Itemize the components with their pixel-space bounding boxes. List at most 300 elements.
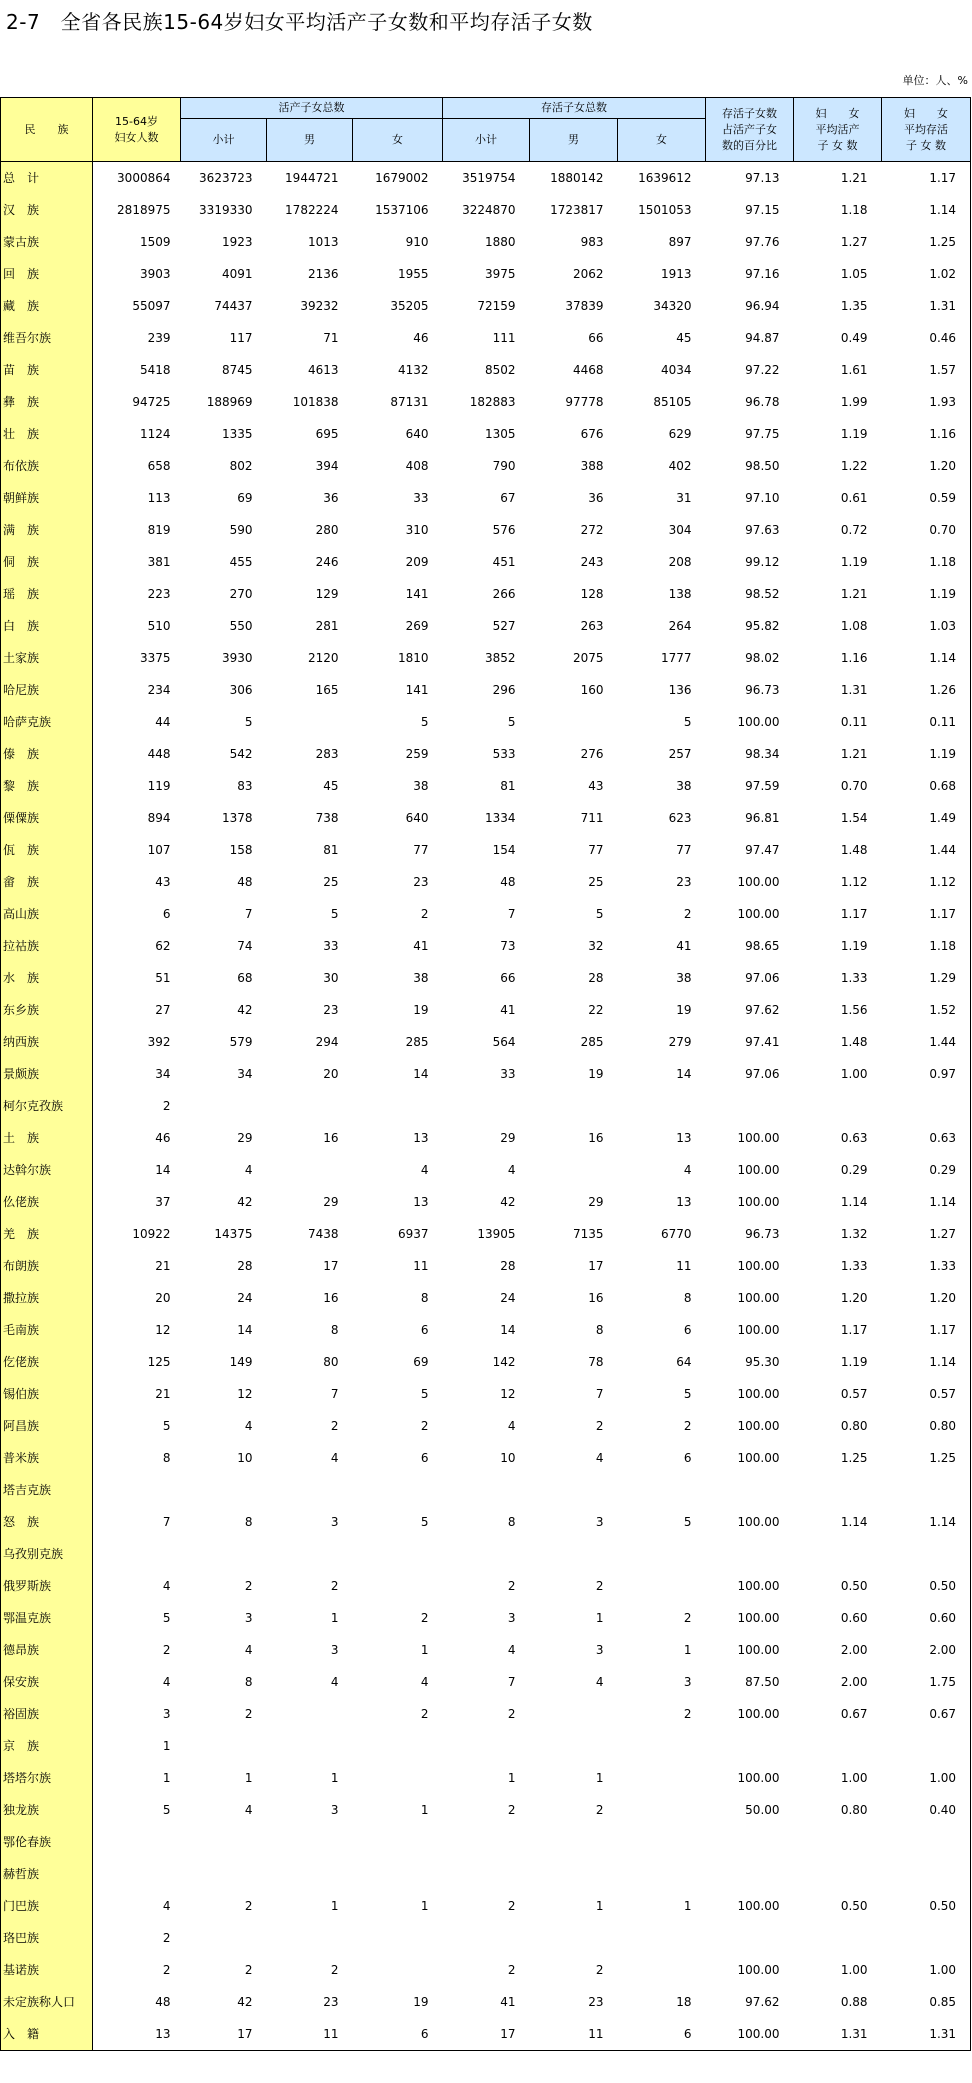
cell-live-subtotal: 42 <box>237 1195 253 1209</box>
header-live-male: 男 <box>267 119 353 162</box>
cell-surv-female: 4 <box>683 1163 692 1177</box>
cell-surv-ratio: 100.00 <box>737 1899 780 1913</box>
table-row <box>1 1538 971 1570</box>
cell-ethnic-name: 畲 族 <box>1 866 93 898</box>
cell-avg-live: 1.21 <box>840 171 868 185</box>
header-avg-live-line1: 妇 女 <box>815 106 860 120</box>
cell-surv-subtotal: 73 <box>500 939 516 953</box>
cell-avg-live: 1.33 <box>840 1259 868 1273</box>
cell-surv-ratio: 97.06 <box>745 1067 780 1081</box>
cell-surv-male: 388 <box>580 459 604 473</box>
cell-live-female <box>353 1954 443 1986</box>
header-live-births: 活产子女总数 <box>181 98 443 119</box>
cell-ethnic-name: 布朗族 <box>1 1250 93 1282</box>
cell-live-female: 141 <box>405 587 429 601</box>
cell-avg-surviving: 0.80 <box>882 1410 971 1442</box>
cell-surv-male: 8 <box>595 1323 604 1337</box>
cell-avg-surviving <box>882 1730 971 1762</box>
cell-avg-live: 1.32 <box>840 1227 868 1241</box>
cell-surv-male: 4 <box>595 1675 604 1689</box>
cell-ethnic-name: 羌 族 <box>1 1218 93 1250</box>
cell-women-count: 119 <box>147 779 171 793</box>
cell-avg-surviving <box>882 1858 971 1890</box>
cell-surv-ratio: 100.00 <box>706 2018 794 2051</box>
cell-surv-female: 629 <box>668 427 692 441</box>
cell-live-subtotal: 306 <box>229 683 253 697</box>
cell-women-count: 392 <box>147 1035 171 1049</box>
cell-avg-live: 0.49 <box>840 331 868 345</box>
cell-ethnic-name: 赫哲族 <box>1 1858 93 1890</box>
header-live-female: 女 <box>353 119 443 162</box>
cell-avg-live: 1.17 <box>840 907 868 921</box>
header-avg-live <box>794 98 882 162</box>
cell-surv-female: 1 <box>683 1643 692 1657</box>
table-row <box>1 866 971 898</box>
cell-avg-live <box>794 1922 882 1954</box>
cell-surv-ratio <box>706 1922 794 1954</box>
cell-live-male <box>267 1922 353 1954</box>
cell-live-female: 33 <box>413 491 429 505</box>
cell-live-subtotal: 34 <box>237 1067 253 1081</box>
cell-avg-surviving: 1.16 <box>882 418 971 450</box>
cell-live-female: 19 <box>413 1995 429 2009</box>
header-avg-surviving <box>882 98 971 162</box>
cell-live-female: 4 <box>420 1163 429 1177</box>
cell-ethnic-name: 拉祜族 <box>1 930 93 962</box>
cell-avg-surviving: 1.19 <box>882 738 971 770</box>
cell-live-male: 81 <box>323 843 339 857</box>
cell-surv-ratio: 94.87 <box>745 331 780 345</box>
cell-live-male: 3 <box>330 1515 339 1529</box>
cell-live-male: 1013 <box>307 235 339 249</box>
cell-live-subtotal: 4 <box>244 1163 253 1177</box>
cell-avg-live: 0.50 <box>840 1899 868 1913</box>
table-row <box>1 354 971 386</box>
cell-surv-ratio: 100.00 <box>737 875 780 889</box>
cell-live-subtotal: 42 <box>237 1995 253 2009</box>
cell-live-female <box>353 1762 443 1794</box>
cell-ethnic-name: 黎 族 <box>1 770 93 802</box>
table-row <box>1 610 971 642</box>
cell-surv-female: 257 <box>668 747 692 761</box>
header-surv-subtotal: 小计 <box>443 119 530 162</box>
cell-avg-surviving: 0.50 <box>882 1570 971 1602</box>
cell-surv-female: 11 <box>676 1259 692 1273</box>
cell-live-male: 33 <box>323 939 339 953</box>
cell-live-male: 394 <box>315 459 339 473</box>
cell-surv-subtotal: 66 <box>500 971 516 985</box>
cell-surv-male: 19 <box>588 1067 604 1081</box>
cell-surv-subtotal: 2 <box>507 1707 516 1721</box>
header-ratio <box>706 98 794 162</box>
cell-surv-ratio: 99.12 <box>745 555 780 569</box>
table-row <box>1 1346 971 1378</box>
table-row <box>1 1954 971 1986</box>
cell-ethnic-name: 土 族 <box>1 1122 93 1154</box>
cell-surv-female <box>618 1794 706 1826</box>
cell-live-female: 14 <box>413 1067 429 1081</box>
cell-live-male: 8 <box>330 1323 339 1337</box>
table-row <box>1 1602 971 1634</box>
header-avg-surv-line1: 妇 女 <box>904 106 949 120</box>
cell-surv-ratio: 97.76 <box>745 235 780 249</box>
data-table <box>0 97 971 2051</box>
cell-live-female: 640 <box>405 427 429 441</box>
cell-live-male: 165 <box>315 683 339 697</box>
cell-ethnic-name: 仡佬族 <box>1 1346 93 1378</box>
cell-surv-ratio: 96.73 <box>745 1227 780 1241</box>
cell-live-male: 129 <box>315 587 339 601</box>
cell-surv-male: 43 <box>588 779 604 793</box>
cell-women-count: 3903 <box>139 267 171 281</box>
cell-surv-subtotal: 3519754 <box>462 171 516 185</box>
cell-surv-subtotal: 2 <box>507 1899 516 1913</box>
table-row <box>1 1506 971 1538</box>
cell-avg-live: 0.11 <box>840 715 868 729</box>
cell-live-male <box>267 1858 353 1890</box>
cell-women-count: 107 <box>147 843 171 857</box>
cell-avg-surviving: 1.14 <box>882 1186 971 1218</box>
cell-live-male: 16 <box>323 1131 339 1145</box>
cell-surv-subtotal: 451 <box>492 555 516 569</box>
table-row <box>1 930 971 962</box>
cell-live-male: 280 <box>315 523 339 537</box>
cell-avg-surviving: 0.67 <box>882 1698 971 1730</box>
cell-live-subtotal: 2 <box>244 1579 253 1593</box>
cell-surv-ratio: 100.00 <box>737 1419 780 1433</box>
cell-live-male: 283 <box>315 747 339 761</box>
cell-live-male <box>267 706 353 738</box>
cell-avg-live: 1.18 <box>840 203 868 217</box>
cell-surv-female: 19 <box>676 1003 692 1017</box>
cell-surv-ratio: 100.00 <box>737 1707 780 1721</box>
cell-surv-female <box>618 1570 706 1602</box>
cell-live-subtotal <box>181 1090 267 1122</box>
cell-surv-female: 2 <box>683 1611 692 1625</box>
table-row <box>1 802 971 834</box>
cell-ethnic-name: 裕固族 <box>1 1698 93 1730</box>
cell-avg-surviving: 1.17 <box>882 898 971 930</box>
cell-surv-ratio: 97.63 <box>745 523 780 537</box>
cell-live-female <box>353 1570 443 1602</box>
cell-avg-surviving: 0.59 <box>882 482 971 514</box>
cell-avg-live: 1.17 <box>840 1323 868 1337</box>
cell-live-male: 17 <box>323 1259 339 1273</box>
cell-surv-subtotal: 4 <box>507 1163 516 1177</box>
cell-surv-ratio: 50.00 <box>745 1803 780 1817</box>
cell-surv-male: 243 <box>580 555 604 569</box>
cell-live-male: 2 <box>330 1579 339 1593</box>
cell-live-male: 80 <box>323 1355 339 1369</box>
cell-ethnic-name: 俄罗斯族 <box>1 1570 93 1602</box>
cell-women-count: 44 <box>155 715 171 729</box>
cell-surv-male <box>530 1922 618 1954</box>
cell-surv-female <box>618 1474 706 1506</box>
table-row <box>1 322 971 354</box>
cell-women-count: 2 <box>162 1963 171 1977</box>
cell-avg-live: 1.31 <box>840 683 868 697</box>
cell-avg-live: 1.21 <box>840 747 868 761</box>
cell-surv-male: 1880142 <box>550 171 604 185</box>
cell-avg-live: 0.67 <box>840 1707 868 1721</box>
cell-surv-subtotal: 533 <box>492 747 516 761</box>
cell-live-subtotal: 83 <box>237 779 253 793</box>
cell-live-male: 71 <box>323 331 339 345</box>
cell-surv-male: 7135 <box>572 1227 604 1241</box>
cell-ethnic-name: 白 族 <box>1 610 93 642</box>
table-row <box>1 834 971 866</box>
cell-surv-male: 5 <box>595 907 604 921</box>
cell-live-female: 41 <box>413 939 429 953</box>
cell-surv-male: 66 <box>588 331 604 345</box>
cell-surv-subtotal: 111 <box>492 331 516 345</box>
cell-surv-ratio: 97.16 <box>745 267 780 281</box>
cell-surv-ratio: 98.50 <box>745 459 780 473</box>
cell-live-male: 1944721 <box>285 171 339 185</box>
cell-avg-surviving: 1.19 <box>882 578 971 610</box>
cell-avg-live <box>794 1538 882 1570</box>
table-row <box>1 1762 971 1794</box>
cell-surv-subtotal: 8 <box>507 1515 516 1529</box>
cell-women-count: 46 <box>155 1131 171 1145</box>
table-row <box>1 1058 971 1090</box>
cell-ethnic-name: 傈僳族 <box>1 802 93 834</box>
cell-ethnic-name: 保安族 <box>1 1666 93 1698</box>
cell-live-female: 13 <box>413 1131 429 1145</box>
cell-surv-male: 28 <box>588 971 604 985</box>
cell-surv-subtotal: 2 <box>507 1579 516 1593</box>
cell-avg-live: 1.16 <box>840 651 868 665</box>
cell-surv-subtotal: 527 <box>492 619 516 633</box>
cell-surv-subtotal: 4 <box>507 1643 516 1657</box>
cell-women-count: 1509 <box>139 235 171 249</box>
cell-live-female <box>353 1730 443 1762</box>
cell-live-male: 5 <box>330 907 339 921</box>
cell-women-count: 448 <box>147 747 171 761</box>
cell-women-count: 5 <box>162 1803 171 1817</box>
header-women-line2: 妇女人数 <box>114 130 159 144</box>
cell-surv-subtotal: 41 <box>500 1995 516 2009</box>
cell-surv-subtotal: 2 <box>507 1803 516 1817</box>
cell-avg-live: 1.12 <box>840 875 868 889</box>
cell-live-subtotal: 69 <box>237 491 253 505</box>
cell-live-female: 1 <box>420 1803 429 1817</box>
cell-live-subtotal: 12 <box>237 1387 253 1401</box>
cell-surv-female: 5 <box>683 715 692 729</box>
cell-live-subtotal: 270 <box>229 587 253 601</box>
table-row <box>1 1474 971 1506</box>
cell-surv-male: 16 <box>588 1131 604 1145</box>
cell-avg-surviving: 0.40 <box>882 1794 971 1826</box>
cell-surv-subtotal: 1305 <box>484 427 516 441</box>
cell-live-male: 29 <box>323 1195 339 1209</box>
cell-live-female: 69 <box>413 1355 429 1369</box>
cell-live-subtotal: 48 <box>237 875 253 889</box>
cell-live-subtotal: 2 <box>244 1963 253 1977</box>
cell-avg-surviving: 1.75 <box>882 1666 971 1698</box>
cell-ethnic-name: 回 族 <box>1 258 93 290</box>
cell-avg-live: 1.19 <box>840 1355 868 1369</box>
table-row <box>1 1250 971 1282</box>
cell-surv-ratio: 97.47 <box>745 843 780 857</box>
cell-avg-live: 0.80 <box>840 1803 868 1817</box>
cell-avg-surviving: 1.12 <box>882 866 971 898</box>
cell-ethnic-name: 门巴族 <box>1 1890 93 1922</box>
cell-live-female: 35205 <box>390 299 429 313</box>
cell-surv-male: 2 <box>595 1579 604 1593</box>
cell-live-female: 1679002 <box>375 171 429 185</box>
cell-women-count: 5418 <box>139 363 171 377</box>
cell-ethnic-name: 景颇族 <box>1 1058 93 1090</box>
cell-surv-ratio: 97.10 <box>745 491 780 505</box>
cell-surv-male: 25 <box>588 875 604 889</box>
cell-ethnic-name: 乌孜别克族 <box>1 1538 93 1570</box>
cell-women-count: 20 <box>155 1291 171 1305</box>
cell-ethnic-name: 佤 族 <box>1 834 93 866</box>
cell-live-subtotal: 74 <box>237 939 253 953</box>
cell-avg-live: 0.80 <box>840 1419 868 1433</box>
cell-live-subtotal: 4 <box>244 1803 253 1817</box>
cell-ethnic-name: 鄂温克族 <box>1 1602 93 1634</box>
cell-surv-female: 279 <box>668 1035 692 1049</box>
cell-avg-surviving: 2.00 <box>882 1634 971 1666</box>
cell-ethnic-name: 布依族 <box>1 450 93 482</box>
cell-avg-surviving: 0.97 <box>882 1058 971 1090</box>
cell-ethnic-name: 哈尼族 <box>1 674 93 706</box>
cell-live-female: 38 <box>413 779 429 793</box>
cell-live-male: 2 <box>330 1963 339 1977</box>
cell-surv-female <box>618 1762 706 1794</box>
cell-surv-subtotal: 24 <box>500 1291 516 1305</box>
cell-avg-live <box>794 1858 882 1890</box>
cell-avg-surviving: 1.44 <box>882 1026 971 1058</box>
cell-live-male: 7 <box>330 1387 339 1401</box>
cell-live-subtotal: 3319330 <box>199 203 253 217</box>
cell-live-subtotal: 550 <box>229 619 253 633</box>
cell-surv-ratio: 96.81 <box>745 811 780 825</box>
cell-surv-ratio: 97.41 <box>745 1035 780 1049</box>
cell-surv-subtotal <box>443 1538 530 1570</box>
cell-surv-female: 13 <box>676 1131 692 1145</box>
table-row <box>1 258 971 290</box>
cell-ethnic-name: 普米族 <box>1 1442 93 1474</box>
table-row <box>1 962 971 994</box>
cell-avg-surviving: 1.03 <box>882 610 971 642</box>
cell-live-female: 6 <box>420 1323 429 1337</box>
cell-surv-subtotal: 3224870 <box>462 203 516 217</box>
cell-avg-surviving: 0.46 <box>882 322 971 354</box>
cell-avg-surviving: 1.00 <box>882 1762 971 1794</box>
table-row <box>1 386 971 418</box>
cell-live-male: 281 <box>315 619 339 633</box>
cell-surv-female: 2 <box>683 907 692 921</box>
cell-avg-surviving: 0.11 <box>882 706 971 738</box>
cell-women-count: 4 <box>162 1899 171 1913</box>
cell-live-male: 2 <box>330 1419 339 1433</box>
cell-live-male: 36 <box>323 491 339 505</box>
cell-avg-live: 1.35 <box>840 299 868 313</box>
cell-surv-subtotal: 182883 <box>469 395 516 409</box>
table-row <box>1 226 971 258</box>
cell-surv-ratio: 97.13 <box>745 171 780 185</box>
cell-surv-female: 136 <box>668 683 692 697</box>
cell-surv-subtotal: 564 <box>492 1035 516 1049</box>
table-row <box>1 1122 971 1154</box>
cell-live-female: 2 <box>420 1611 429 1625</box>
header-ethnic: 民 族 <box>1 98 93 162</box>
table-row <box>1 1666 971 1698</box>
cell-women-count <box>93 1826 181 1858</box>
header-ratio-line3: 数的百分比 <box>722 138 778 152</box>
table-row <box>1 738 971 770</box>
cell-live-female: 5 <box>420 1515 429 1529</box>
cell-surv-female: 1501053 <box>638 203 692 217</box>
cell-live-female: 5 <box>420 1387 429 1401</box>
cell-ethnic-name: 彝 族 <box>1 386 93 418</box>
cell-live-female: 408 <box>405 459 429 473</box>
cell-live-female: 2 <box>420 1419 429 1433</box>
cell-surv-female: 6 <box>618 2018 706 2051</box>
cell-live-female: 38 <box>413 971 429 985</box>
cell-avg-live: 1.05 <box>840 267 868 281</box>
cell-live-male: 1 <box>330 1771 339 1785</box>
header-ratio-line1: 存活子女数 <box>722 106 778 120</box>
cell-live-subtotal: 149 <box>229 1355 253 1369</box>
cell-surv-ratio: 97.62 <box>745 1003 780 1017</box>
cell-live-subtotal: 117 <box>229 331 253 345</box>
cell-live-male <box>267 1826 353 1858</box>
cell-live-subtotal: 158 <box>229 843 253 857</box>
cell-surv-female <box>618 1090 706 1122</box>
cell-surv-subtotal: 3 <box>507 1611 516 1625</box>
cell-surv-female: 34320 <box>653 299 692 313</box>
cell-surv-male <box>530 1730 618 1762</box>
cell-women-count <box>93 1538 181 1570</box>
cell-surv-ratio: 98.02 <box>745 651 780 665</box>
table-body <box>1 162 971 2051</box>
table-row <box>1 898 971 930</box>
cell-women-count: 51 <box>155 971 171 985</box>
cell-surv-ratio: 100.00 <box>737 1387 780 1401</box>
cell-surv-subtotal: 2 <box>507 1963 516 1977</box>
cell-surv-ratio: 97.75 <box>745 427 780 441</box>
cell-ethnic-name: 撒拉族 <box>1 1282 93 1314</box>
cell-surv-subtotal: 41 <box>500 1003 516 1017</box>
cell-surv-female: 41 <box>676 939 692 953</box>
cell-women-count: 2 <box>162 1643 171 1657</box>
cell-surv-subtotal: 10 <box>500 1451 516 1465</box>
cell-surv-ratio: 100.00 <box>737 1163 780 1177</box>
cell-surv-male <box>530 1538 618 1570</box>
cell-avg-live <box>794 1090 882 1122</box>
cell-surv-female: 14 <box>676 1067 692 1081</box>
cell-women-count: 7 <box>162 1515 171 1529</box>
header-surviving: 存活子女总数 <box>443 98 706 119</box>
unit-label: 单位：人、% <box>902 74 968 87</box>
cell-surv-subtotal: 266 <box>492 587 516 601</box>
cell-avg-live: 0.29 <box>840 1163 868 1177</box>
cell-surv-male <box>530 1826 618 1858</box>
cell-women-count: 234 <box>147 683 171 697</box>
cell-surv-subtotal: 142 <box>492 1355 516 1369</box>
cell-avg-live: 0.61 <box>840 491 868 505</box>
cell-ethnic-name: 柯尔克孜族 <box>1 1090 93 1122</box>
table-row <box>1 1442 971 1474</box>
cell-avg-surviving: 0.63 <box>882 1122 971 1154</box>
cell-women-count: 21 <box>155 1387 171 1401</box>
cell-surv-ratio: 97.15 <box>745 203 780 217</box>
cell-women-count: 113 <box>147 491 171 505</box>
